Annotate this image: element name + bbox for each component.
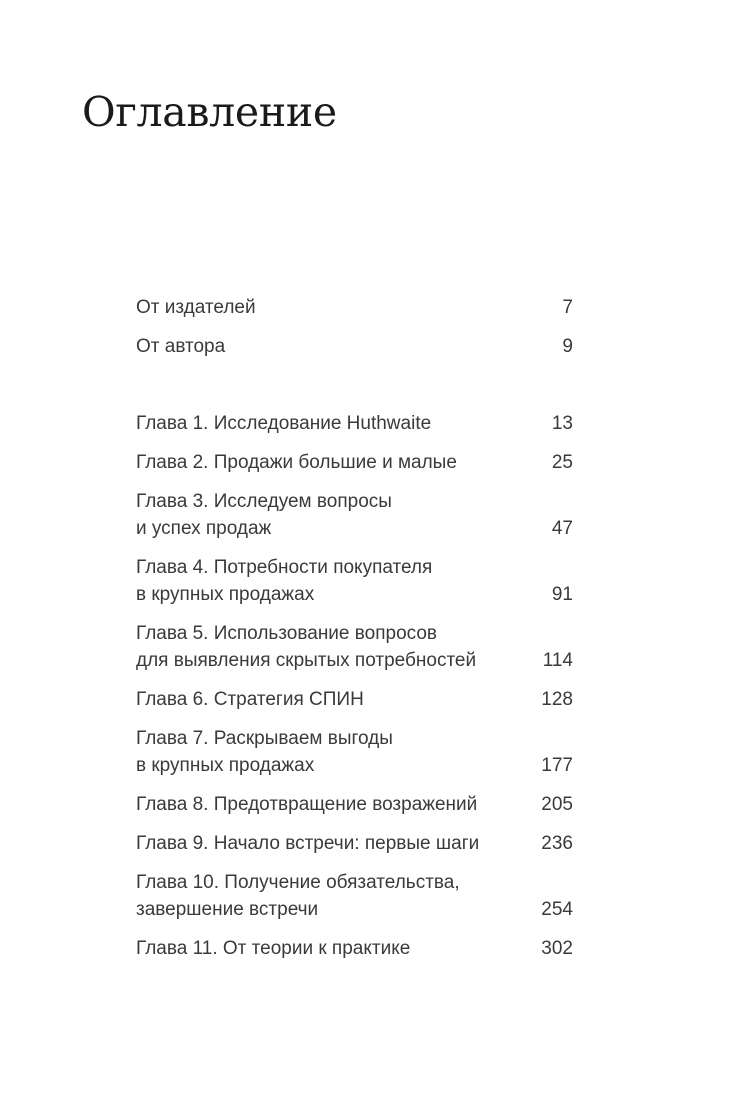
toc-entry-chapter-9[interactable] xyxy=(136,830,573,857)
toc-entry-page-number: 7 xyxy=(562,297,573,318)
toc-entry-page-number: 128 xyxy=(541,689,573,710)
toc-entry-title-line: Глава 6. Стратегия СПИН xyxy=(136,689,364,710)
toc-entry-title-line: Глава 10. Получение обязательства, xyxy=(136,872,460,893)
toc-entry-page-number: 177 xyxy=(541,755,573,776)
toc-entry-page-number: 205 xyxy=(541,794,573,815)
toc-entry-title-line: для выявления скрытых потребностей xyxy=(136,650,477,671)
toc-entry-chapter-2[interactable] xyxy=(136,449,573,476)
toc-entry-title-line: Глава 11. От теории к практике xyxy=(136,938,411,959)
toc-entry-title xyxy=(136,333,562,360)
toc-entry-title-line: Глава 1. Исследование Huthwaite xyxy=(136,413,432,434)
toc-entry-chapter-4[interactable] xyxy=(136,554,573,608)
toc-entry-title-line: Глава 5. Использование вопросов xyxy=(136,623,438,644)
toc-entry-title xyxy=(136,791,541,818)
toc-entry-title-line: От издателей xyxy=(136,297,256,318)
toc-entry-title xyxy=(136,620,543,674)
toc-entry-title xyxy=(136,554,552,608)
toc-entry-page-number: 236 xyxy=(541,833,573,854)
toc-entry-title-line: Глава 9. Начало встречи: первые шаги xyxy=(136,833,480,854)
page-title: Оглавление xyxy=(82,88,337,136)
toc-entry-title-line: От автора xyxy=(136,336,226,357)
toc-entry-title-line: и успех продаж xyxy=(136,518,272,539)
toc-entry-chapter-3[interactable] xyxy=(136,488,573,542)
toc-entry-title-line: завершение встречи xyxy=(136,899,319,920)
toc-entry-chapter-7[interactable] xyxy=(136,725,573,779)
toc-entry-chapter-8[interactable] xyxy=(136,791,573,818)
toc-entry-from-author[interactable] xyxy=(136,333,573,360)
toc-entry-title-line: в крупных продажах xyxy=(136,584,315,605)
toc-entry-chapter-6[interactable] xyxy=(136,686,573,713)
toc-entry-title xyxy=(136,410,552,437)
toc-entry-from-publishers[interactable] xyxy=(136,294,573,321)
toc-entry-title-line: Глава 8. Предотвращение возражений xyxy=(136,794,478,815)
toc-entry-title xyxy=(136,869,541,923)
table-of-contents xyxy=(136,294,573,974)
toc-entry-title-line: Глава 2. Продажи большие и малые xyxy=(136,452,457,473)
toc-entry-title xyxy=(136,449,552,476)
toc-entry-page-number: 91 xyxy=(551,584,573,605)
toc-entry-page-number: 302 xyxy=(541,938,573,959)
toc-entry-title-line: Глава 4. Потребности покупателя xyxy=(136,557,433,578)
toc-entry-chapter-1[interactable] xyxy=(136,410,573,437)
toc-entry-title-line: в крупных продажах xyxy=(136,755,315,776)
toc-entry-page-number: 114 xyxy=(542,650,573,671)
toc-entry-page-number: 254 xyxy=(541,899,573,920)
toc-entry-page-number: 13 xyxy=(551,413,573,434)
toc-entry-page-number: 47 xyxy=(551,518,573,539)
toc-entry-title xyxy=(136,830,541,857)
toc-entry-title-line: Глава 7. Раскрываем выгоды xyxy=(136,728,393,749)
toc-entry-title xyxy=(136,686,541,713)
toc-entry-page-number: 25 xyxy=(551,452,573,473)
toc-entry-chapter-11[interactable] xyxy=(136,935,573,962)
toc-entry-title xyxy=(136,725,541,779)
toc-entry-title xyxy=(136,294,562,321)
toc-entry-title-line: Глава 3. Исследуем вопросы xyxy=(136,491,392,512)
toc-entry-title xyxy=(136,935,541,962)
toc-entry-chapter-5[interactable] xyxy=(136,620,573,674)
toc-entry-title xyxy=(136,488,552,542)
toc-entry-chapter-10[interactable] xyxy=(136,869,573,923)
toc-entry-page-number: 9 xyxy=(562,336,573,357)
